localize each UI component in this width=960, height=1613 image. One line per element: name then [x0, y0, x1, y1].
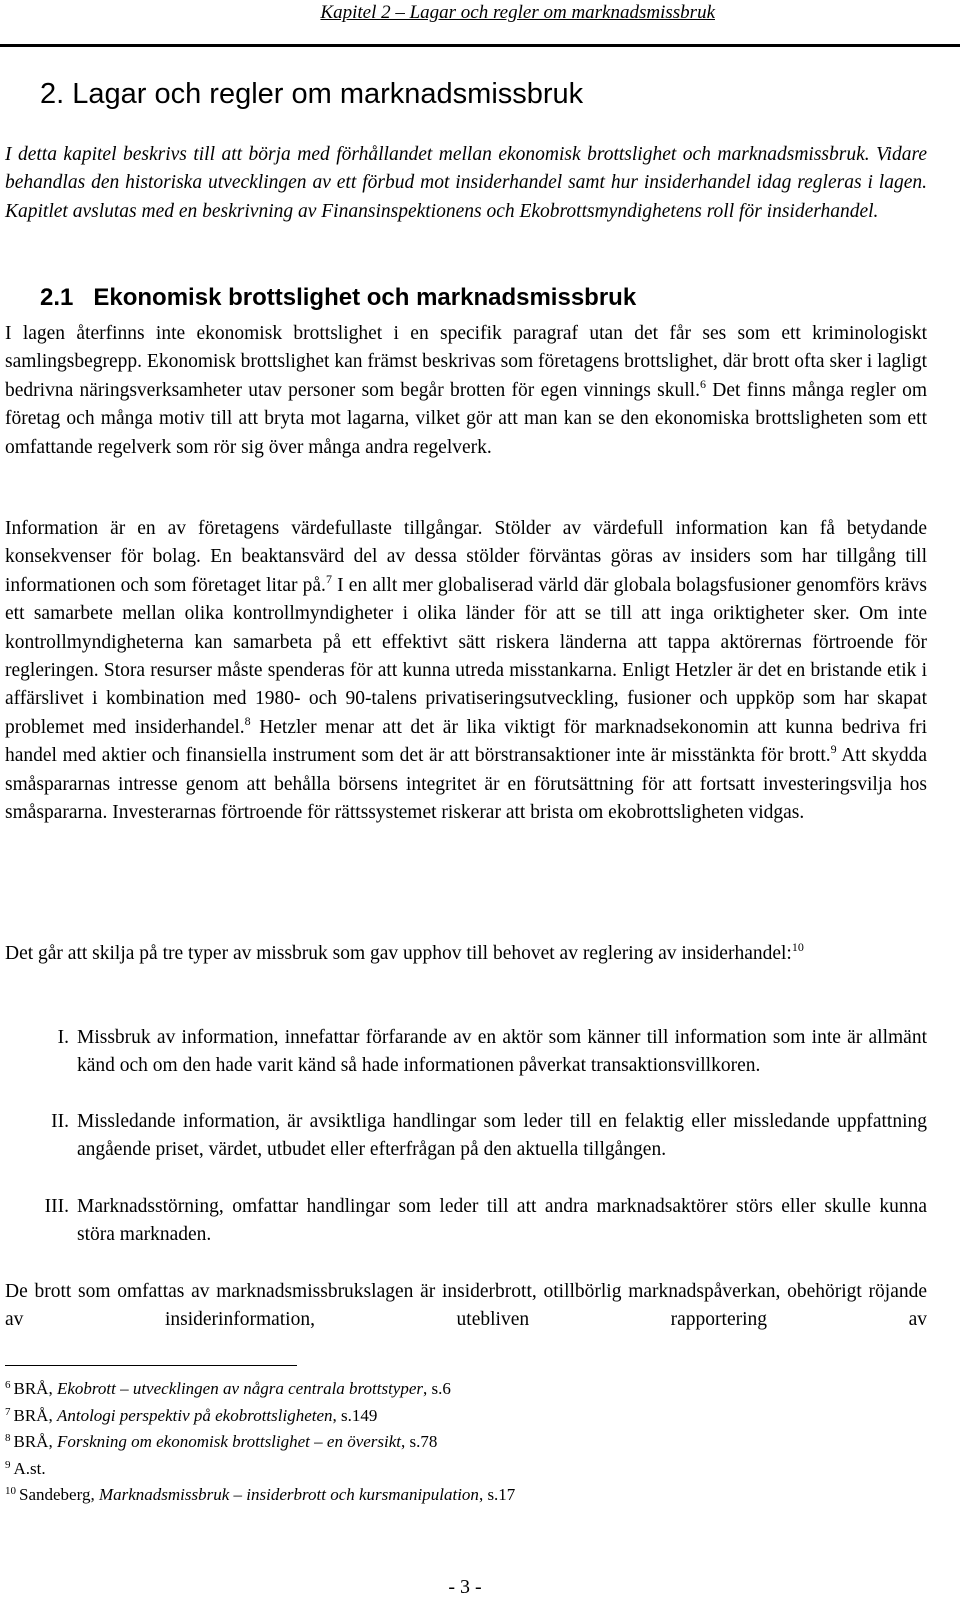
list-item-text: Missbruk av information, innefattar förfarande av en aktör som känner till information som inte är allmänt känd och om den hade varit känd så hade informationen påverkat transaktionsvillkoren. — [77, 1027, 927, 1077]
footnote-number: 6 — [5, 1379, 11, 1391]
footnote-suffix: , s.149 — [332, 1405, 378, 1425]
paragraph-4: De brott som omfattas av marknadsmissbrukslagen är insiderbrott, otillbörlig marknadspåverkan, obehörigt röjande av insiderinformation, utebliven rapportering av — [5, 1281, 927, 1331]
footnote-suffix: , s.78 — [401, 1432, 438, 1451]
page-number: - 3 - — [448, 1576, 482, 1598]
footnotes — [5, 1374, 925, 1507]
paragraph-1-text-a: I lagen återfinns inte ekonomisk brottslighet i en specifik paragraf utan det får ses som ett kriminologiskt samlingsbegrepp. Ekonomisk brottslighet kan främst beskrivas som företagens brottslighet, där brott ofta sker i lagligt bedrivna näringsverksamheter utav personer som begår brotten för egen vinnings skull. — [5, 323, 927, 401]
footnote-title: Marknadsmissbruk – insiderbrott och kursmanipulation — [98, 1485, 479, 1504]
paragraph-3-text: Det går att skilja på tre typer av missbruk som gav upphov till behovet av reglering av insiderhandel: — [5, 943, 792, 964]
footnote-prefix: BRÅ, — [13, 1405, 57, 1425]
footnote-separator — [5, 1365, 297, 1366]
footnote-number: 9 — [5, 1458, 11, 1471]
list-item-text: Missledande information, är avsiktliga handlingar som leder till en felaktig eller missledande uppfattning angående priset, värdet, utbudet eller efterfrågan på den aktuella tillgången. — [77, 1111, 927, 1161]
section-heading — [40, 283, 636, 313]
footnote-prefix: A.st. — [13, 1458, 46, 1478]
footnote-ref-7[interactable]: 7 — [325, 571, 332, 586]
footnote-ref-9[interactable]: 9 — [830, 742, 837, 757]
footnote-ref-10[interactable]: 10 — [791, 940, 804, 954]
paragraph-3 — [5, 940, 927, 968]
running-header: Kapitel 2 – Lagar och regler om marknadsmissbruk — [320, 2, 715, 23]
paragraph-2 — [5, 515, 927, 827]
chapter-intro: I detta kapitel beskrivs till att börja med förhållandet mellan ekonomisk brottslighet och marknadsmissbruk. Vidare behandlas den historiska utvecklingen av ett förbud mot insiderhandel samt hur insiderhandel idag regleras i lagen. Kapitlet avslutas med en beskrivning av Finansinspektionens och Ekobrottsmyndighetens roll för insiderhandel. — [5, 144, 927, 222]
footnote-prefix: BRÅ, — [13, 1379, 57, 1398]
footnote-prefix: Sandeberg, — [19, 1485, 99, 1504]
footnote-8 — [5, 1427, 925, 1454]
footnote-number: 7 — [5, 1405, 11, 1418]
paragraph-1-text-b: Det finns många regler om företag och många motiv till att bryta mot lagarna, vilket gör att man kan se den ekonomiska brottsligheten som ett omfattande regelverk som rör sig över många andra regelverk. — [5, 379, 928, 458]
paragraph-2-text-d: Att skydda småspararnas intresse genom att behålla börsens integritet är en förutsättning för att fortsatt investeringsvilja hos småspararna. Investerarnas förtroende för rättssystemet riskerar att brista om ekobrottsligheten vidgas. — [5, 745, 927, 824]
footnote-number: 10 — [5, 1485, 16, 1497]
chapter-title: 2. Lagar och regler om marknadsmissbruk — [40, 78, 584, 110]
list-marker: II. — [51, 1111, 69, 1132]
footnote-10 — [5, 1480, 925, 1507]
footnote-prefix: BRÅ, — [13, 1432, 57, 1451]
footnote-9 — [5, 1454, 925, 1481]
section-number: 2.1 — [40, 284, 74, 311]
footnote-ref-8[interactable]: 8 — [244, 713, 251, 728]
footnote-6 — [5, 1374, 925, 1401]
paragraph-2-text-c: Hetzler menar att det är lika viktigt för marknadsekonomin att kunna bedriva fri handel med aktier och finansiella instrument som det är att börstransaktioner inte är misstänkta för brott. — [5, 716, 928, 767]
footnote-title: Ekobrott – utvecklingen av några centrala brottstyper — [56, 1379, 424, 1398]
footnote-title: Forskning om ekonomisk brottslighet – en översikt — [56, 1432, 402, 1451]
footnote-title: Antologi perspektiv på ekobrottsligheten — [56, 1405, 333, 1425]
paragraph-1 — [5, 320, 927, 462]
footnote-suffix: , s.17 — [478, 1485, 516, 1504]
footnote-suffix: , s.6 — [423, 1379, 451, 1398]
list-marker: III. — [44, 1196, 69, 1217]
footnote-number: 8 — [5, 1432, 11, 1444]
list-marker: I. — [57, 1027, 69, 1048]
paragraph-2-text-a: Information är en av företagens värdefullaste tillgångar. Stölder av värdefull information kan få betydande konsekvenser för bolag. En beaktansvärd del av dessa stölder förväntas göras av insiders som har tillgång till informationen och som företaget litar på. — [5, 518, 927, 596]
header-rule — [0, 44, 960, 47]
footnote-7 — [5, 1401, 925, 1428]
paragraph-2-text-b: I en allt mer globaliserad värld där globala bolagsfusioner genomförs krävs ett samarbete mellan olika kontrollmyndigheter i olika länder för att se till att inga oriktigheter sker. Om inte kontrollmyndigheterna kan samarbeta på ett effektivt sätt riskera länderna att tappa aktörernas förtroende för regleringen. Stora resurser måste spenderas för att kunna utreda misstankarna. Enligt Hetzler är det en bristande etik i affärslivet i kombination med 1980- och 90-talens privatiseringsutveckling, fusioner och uppköp som har skapat problemet med insiderhandel. — [5, 574, 927, 738]
list-item-text: Marknadsstörning, omfattar handlingar som leder till att andra marknadsaktörer störs eller skulle kunna störa marknaden. — [77, 1196, 927, 1246]
footnote-ref-6[interactable]: 6 — [699, 376, 706, 391]
section-title: Ekonomisk brottslighet och marknadsmissbruk — [93, 284, 637, 311]
